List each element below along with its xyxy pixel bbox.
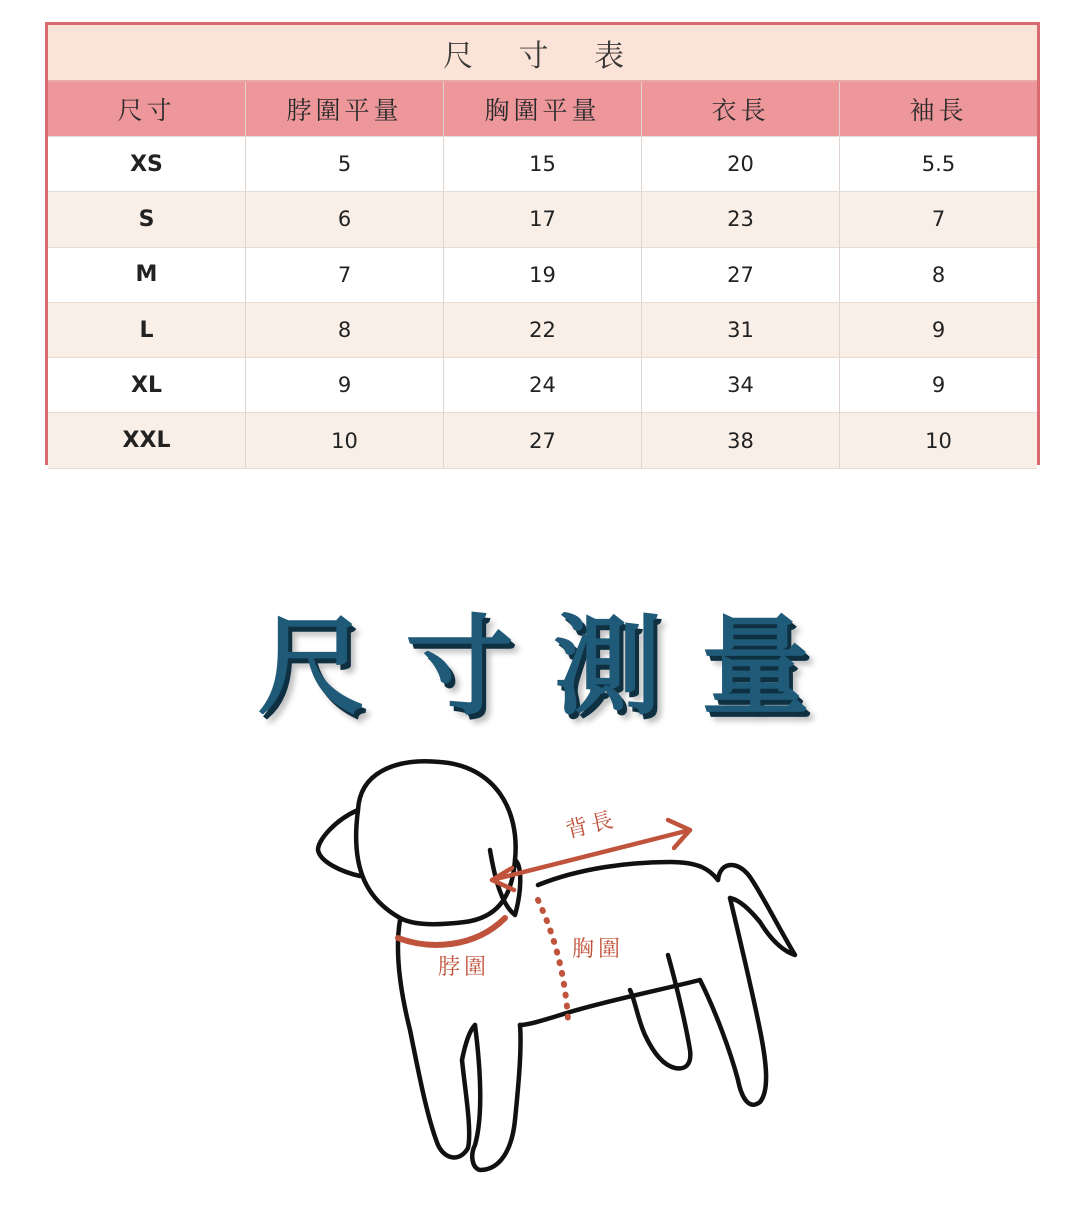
table-body: [48, 137, 1037, 469]
sleeve-cell: 10: [840, 413, 1037, 468]
neck-cell: 10: [246, 413, 444, 468]
chest-cell: 15: [444, 137, 642, 192]
chest-label: 胸圍: [572, 937, 625, 962]
neck-label: 脖圍: [438, 955, 491, 980]
size-table: [45, 22, 1040, 465]
length-cell: 20: [642, 137, 840, 192]
table-title: 尺 寸 表: [48, 25, 1037, 82]
size-cell: XXL: [48, 413, 246, 468]
size-cell: XS: [48, 137, 246, 192]
chest-measure-dots: [538, 900, 568, 1020]
column-header-size: 尺寸: [48, 82, 246, 137]
neck-cell: 7: [246, 248, 444, 303]
neck-cell: 9: [246, 358, 444, 413]
sleeve-cell: 8: [840, 248, 1037, 303]
sleeve-cell: 9: [840, 303, 1037, 358]
table-row: [48, 303, 1037, 358]
neck-cell: 5: [246, 137, 444, 192]
table-row: [48, 192, 1037, 247]
length-cell: 34: [642, 358, 840, 413]
table-row: [48, 248, 1037, 303]
back-length-label: 背長: [563, 807, 620, 844]
column-header-neck: 脖圍平量: [246, 82, 444, 137]
table-header-row: [48, 82, 1037, 137]
table-row: [48, 358, 1037, 413]
chest-cell: 17: [444, 192, 642, 247]
sleeve-cell: 7: [840, 192, 1037, 247]
chest-cell: 19: [444, 248, 642, 303]
table-row: [48, 413, 1037, 468]
size-cell: XL: [48, 358, 246, 413]
size-cell: S: [48, 192, 246, 247]
length-cell: 38: [642, 413, 840, 468]
column-header-length: 衣長: [642, 82, 840, 137]
chest-cell: 24: [444, 358, 642, 413]
size-cell: L: [48, 303, 246, 358]
chest-cell: 22: [444, 303, 642, 358]
dog-measurement-illustration: [290, 750, 810, 1190]
length-cell: 23: [642, 192, 840, 247]
column-header-sleeve: 袖長: [840, 82, 1037, 137]
chest-cell: 27: [444, 413, 642, 468]
neck-cell: 6: [246, 192, 444, 247]
size-cell: M: [48, 248, 246, 303]
measurement-title: 尺寸測量: [257, 605, 850, 730]
table-row: [48, 137, 1037, 192]
column-header-chest: 胸圍平量: [444, 82, 642, 137]
dog-outline-drawing: [290, 750, 810, 1190]
length-cell: 27: [642, 248, 840, 303]
neck-cell: 8: [246, 303, 444, 358]
length-cell: 31: [642, 303, 840, 358]
sleeve-cell: 9: [840, 358, 1037, 413]
sleeve-cell: 5.5: [840, 137, 1037, 192]
